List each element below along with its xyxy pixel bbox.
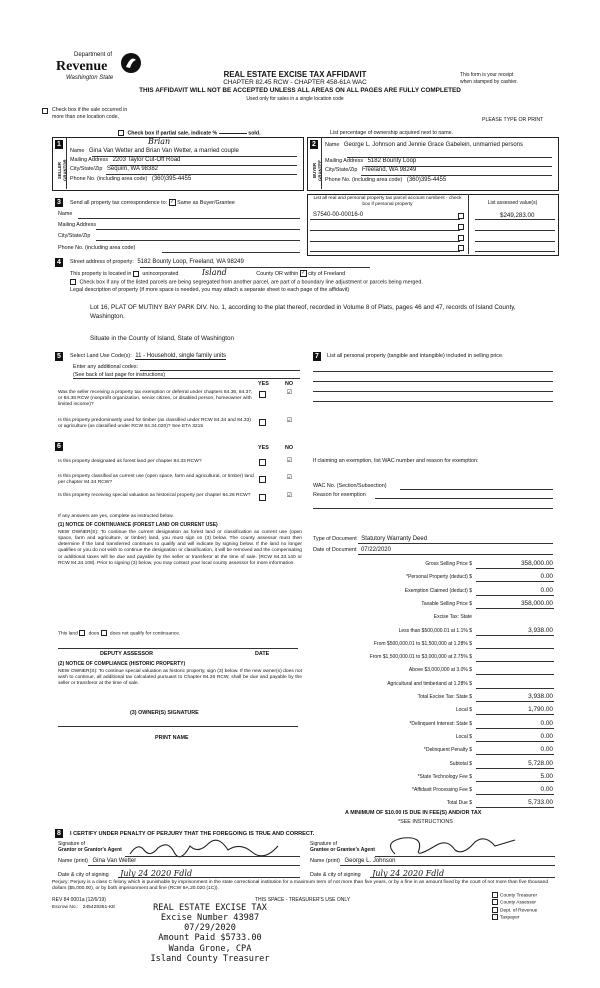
- grantor-print-label: Name (print): [58, 858, 88, 864]
- receipt-note-line2: when stamped by cashier.: [460, 78, 518, 85]
- tax-row-underline: [476, 674, 554, 675]
- tax-row-label: Total Due $: [446, 800, 472, 807]
- tax-row-label: Above $3,000,000 at 3.0% $: [408, 667, 472, 674]
- tax-row-label: From $1,500,000.01 to $3,000,000 at 2.75% $: [369, 654, 472, 661]
- does-not-label: does not qualify for continuance.: [109, 631, 181, 637]
- county-handwritten[interactable]: Island: [201, 268, 227, 277]
- tax-row-label: Gross Selling Price $: [425, 561, 472, 567]
- corr-address-label: Mailing Address: [58, 222, 97, 228]
- multi-location-line1: Check box if the sale occurred in: [52, 107, 128, 113]
- seller-city-label: City/State/Zip: [70, 166, 103, 172]
- seller-name-row: [70, 148, 300, 156]
- tax-row-label: From $500,000.01 to $1,500,000 at 1.28% $: [373, 640, 472, 647]
- receipt-note: [460, 72, 550, 85]
- section5-no-header: NO: [285, 381, 294, 387]
- tax-row-value[interactable]: 5.00: [540, 772, 553, 780]
- grantor-print-value[interactable]: Gina Van Wetter: [92, 858, 137, 864]
- additional-codes-label: Enter any additional codes:: [73, 364, 139, 370]
- minimum-note: A MINIMUM OF $10.00 IS DUE IN FEE(S) AND/OR TAX: [345, 810, 482, 816]
- legal-note: Legal description of property (if more space is needed, you may attach a separate sheet to each page of the affidavit): [70, 287, 350, 293]
- escrow-row: [52, 905, 115, 911]
- seller-phone-value[interactable]: (360)395-4455: [151, 176, 192, 182]
- corr-name-label: Name: [58, 211, 73, 217]
- assessor-date-label: DATE: [255, 651, 270, 657]
- tax-row-underline: [476, 728, 554, 729]
- seller-phone-row: [70, 176, 300, 184]
- located-in-label: This property is located in: [70, 271, 132, 277]
- tax-row-label: *Personal Property (deduct) $: [406, 574, 472, 581]
- tax-row-underline: [476, 595, 554, 596]
- seller-city-value[interactable]: Sequim, WA 98382: [106, 166, 158, 172]
- section6-q1-yes-checkbox[interactable]: [259, 459, 266, 466]
- unincorporated-checkbox[interactable]: [133, 271, 139, 277]
- section6-q3-yes-checkbox[interactable]: [259, 494, 266, 501]
- washington-state-label: Washington State: [66, 75, 114, 81]
- buyer-name-row: [325, 142, 555, 150]
- tax-row-value[interactable]: 0.00: [540, 719, 553, 727]
- tax-row-value[interactable]: 358,000.00: [521, 599, 553, 607]
- tax-row-underline: [476, 807, 554, 808]
- copy-item: [492, 892, 537, 899]
- copy-label-taxpayer: Taxpayer: [500, 915, 520, 921]
- tax-row-label: Excise Tax: State: [433, 614, 472, 621]
- buyer-name-label: Name: [325, 142, 340, 148]
- section6-q2-no-checkbox[interactable]: ☑: [286, 475, 293, 481]
- tax-row-label: Taxable Selling Price $: [421, 600, 472, 607]
- escrow-label: Escrow No.:: [52, 905, 79, 910]
- section6-q2-yes-checkbox[interactable]: [259, 476, 266, 483]
- land-use-value[interactable]: 11 - Household, single family units: [135, 353, 227, 359]
- stamp-line-5: Wanda Grone, CPA: [168, 943, 252, 954]
- tax-row-underline: [476, 608, 554, 609]
- section5-q1-no-checkbox[interactable]: ☑: [286, 390, 293, 396]
- tax-row-value[interactable]: 0.00: [540, 786, 553, 794]
- sold-label: sold.: [248, 130, 261, 137]
- form-title: REAL ESTATE EXCISE TAX AFFIDAVIT: [223, 70, 367, 79]
- tax-row-value[interactable]: 3,938.00: [528, 626, 553, 634]
- wac-label: WAC No. (Section/Subsection): [313, 483, 387, 489]
- tax-row-value[interactable]: 5,728.00: [528, 759, 553, 767]
- partial-sale-label: Check box if partial sale, indicate %: [127, 130, 218, 137]
- print-name-label: PRINT NAME: [155, 735, 189, 741]
- tax-row-value[interactable]: 358,000.00: [521, 560, 553, 567]
- stamp-line-4: Amount Paid $5733.00: [158, 933, 262, 944]
- land-use-row: [70, 353, 300, 361]
- tax-row-underline: [476, 648, 554, 649]
- multi-location-line2: more than one location code.: [52, 114, 119, 121]
- type-or-print-note: PLEASE TYPE OR PRINT: [482, 117, 544, 123]
- tax-row-underline: [476, 581, 554, 582]
- section5-q2-no-checkbox[interactable]: ☑: [286, 418, 293, 424]
- grantor-date-value[interactable]: July 24 2020 Fdld: [120, 869, 193, 878]
- grantee-sig-label-line1: Signature of: [310, 841, 337, 847]
- seller-address-label: Mailing Address: [70, 157, 109, 163]
- street-address-label: Street address of property:: [70, 259, 134, 265]
- copy-checkbox-taxpayer[interactable]: [492, 914, 498, 920]
- grantor-sig-label-line1: Signature of: [58, 841, 85, 847]
- stamp-line-3: 07/29/2020: [184, 923, 236, 934]
- tax-row-label: *Affidavit Processing Fee $: [412, 787, 472, 794]
- copy-checkbox-dor[interactable]: [492, 907, 498, 913]
- grantee-date-label: Date & city of signing: [310, 872, 361, 878]
- section5-q1-yes-checkbox[interactable]: [259, 391, 266, 398]
- revenue-wordmark: Revenue: [56, 59, 108, 74]
- copy-checkbox-treasurer[interactable]: [492, 892, 498, 898]
- personal-property-checkbox-1[interactable]: [458, 213, 464, 219]
- segregated-note: Check box if any of the listed parcels are being segregated from another parcel, are part of a boundary line adjustment or parcels being merged.: [79, 279, 423, 286]
- doc-date-value[interactable]: 07/22/2020: [360, 547, 391, 553]
- partial-sale-row: [118, 130, 261, 137]
- legal-description: Lot 16, PLAT OF MUTINY BAY PARK DIV. No. 1, according to the plat thereof, recorded in Volume 8 of Plats, pages 46 and 47, records of Island County, Washington.: [90, 304, 516, 320]
- buyer-name-value[interactable]: George L. Johnson and Jennie Grace Gabelein, unmarried persons: [343, 142, 523, 148]
- see-back-note: (See back of last page for instructions): [73, 372, 165, 378]
- section6-q1-no-checkbox[interactable]: ☑: [286, 458, 293, 464]
- reason-label: Reason for exemption: [313, 492, 366, 498]
- tax-row-label: Total Excise Tax: State $: [417, 694, 472, 700]
- corr-phone-label: Phone No. (including area code): [58, 245, 136, 251]
- copy-label-assessor: County Assessor: [500, 900, 536, 906]
- tax-row-value[interactable]: 0.00: [540, 732, 553, 740]
- escrow-value: 245428351-KE: [82, 905, 116, 910]
- tax-row-value[interactable]: 5,733.00: [528, 799, 553, 807]
- correspondence-label: Send all property tax correspondence to:: [70, 199, 168, 206]
- tax-row-value[interactable]: 1,790.00: [528, 706, 553, 714]
- handwritten-correction: Brian: [148, 137, 171, 146]
- grantor-sig-label: [58, 841, 122, 854]
- see-instructions: *SEE INSTRUCTIONS: [398, 819, 453, 825]
- doc-type-label: Type of Document: [313, 536, 357, 542]
- location-row: [70, 268, 510, 278]
- grantee-print-value[interactable]: George L. Johnson: [344, 858, 396, 864]
- personal-property-label: List all personal property (tangible and intangible) included in selling price.: [327, 353, 504, 359]
- tax-row-label: Agricultural and timberland at 1.28% $: [387, 680, 472, 687]
- grantee-print-label: Name (print): [310, 858, 340, 864]
- tax-row-label: Local $: [455, 733, 472, 740]
- segregated-checkbox[interactable]: [70, 279, 76, 285]
- owner-signature-label: (3) OWNER(S) SIGNATURE: [130, 710, 199, 716]
- seller-side-label: SELLER GRANTOR: [57, 159, 68, 182]
- seller-name-value[interactable]: Gina Van Wetter and Brian Van Wetter, a married couple: [88, 148, 239, 154]
- section7-number: 7: [313, 352, 321, 361]
- notice1-text: NEW OWNER(S): To continue the current designation as forest land or classification as current use (open space, farm and agriculture, or timber) land, you must sign on (3) below. The county assessor must then determine if the land transferred continues to qualify and will indicate by signing below. If the land no longer qualifies or you do not wish to continue the designation or classification, it will be removed and the compensating or additional taxes will be due and payable by the seller or transferor at the time of sale. (RCW 84.33.140 or RCW 84.34.108). Prior to signing (3) below, you may contact your local county assessor for more information.: [58, 530, 302, 566]
- section8-number: 8: [55, 829, 63, 838]
- section6-q3: Is this property receiving special valuation as historical property per chapter 84.26 RCW?: [58, 493, 251, 498]
- partial-sale-checkbox[interactable]: [118, 130, 124, 136]
- tax-row-label: Local $: [455, 707, 472, 714]
- copy-item: [492, 914, 537, 921]
- grantee-sig-label-line2: Grantee or Grantee's Agent: [310, 847, 375, 854]
- form-subtitle: CHAPTER 82.45 RCW - CHAPTER 458-61A WAC: [223, 79, 367, 86]
- rev-number: REV 84 0001a (12/6/19): [52, 897, 106, 903]
- doc-type-value[interactable]: Statutory Warranty Deed: [361, 536, 428, 542]
- treasurer-space-label: THIS SPACE - TREASURER'S USE ONLY: [255, 897, 351, 903]
- corr-city-label: City/State/Zip: [58, 233, 91, 239]
- certify-statement: I CERTIFY UNDER PENALTY OF PERJURY THAT THE FOREGOING IS TRUE AND CORRECT.: [70, 831, 315, 837]
- parcel-number-value[interactable]: S7540-00-00016-0: [313, 212, 364, 218]
- if-yes-note: If any answers are yes, complete as instructed below.: [58, 514, 174, 519]
- copy-label-treasurer: County Treasurer: [500, 893, 538, 899]
- tax-row-underline: [476, 635, 554, 636]
- personal-property-checkbox-2[interactable]: [458, 224, 464, 230]
- tax-row-underline: [476, 661, 554, 662]
- land-qualify-row: [58, 630, 180, 637]
- tax-row-label: *Delinquent Penalty $: [423, 747, 472, 754]
- street-address-value[interactable]: 5182 Bounty Loop, Freeland, WA 98249: [137, 259, 244, 265]
- doc-date-label: Date of Document: [313, 547, 357, 553]
- tax-row-value[interactable]: 0.00: [540, 573, 553, 581]
- notice2-title: (2) NOTICE OF COMPLIANCE (HISTORIC PROPERTY): [58, 661, 186, 667]
- land-use-label: Select Land Use Code(s):: [70, 353, 132, 359]
- tax-row-label: Exemption Claimed (deduct) $: [404, 587, 472, 594]
- unincorporated-label: unincorporated: [142, 271, 179, 277]
- tax-row-value[interactable]: 3,938.00: [528, 693, 553, 700]
- tax-row-value[interactable]: 0.00: [540, 586, 553, 594]
- buyer-address-row: [325, 158, 555, 166]
- stamp-line-6: Island County Treasurer: [150, 953, 270, 964]
- tax-row-label: *Delinquent Interest: State $: [409, 720, 472, 727]
- receipt-note-line1: This form is your receipt: [460, 72, 514, 78]
- same-as-buyer-checkbox[interactable]: ✓: [169, 199, 175, 205]
- ownership-header: List percentage of ownership acquired next to name.: [330, 130, 454, 136]
- buyer-phone-value[interactable]: (360)395-4455: [406, 177, 447, 183]
- city-of-label: city of Freeland: [308, 271, 346, 277]
- copy-item: [492, 907, 537, 914]
- seller-city-row: [70, 166, 300, 174]
- personal-property-checkbox-4[interactable]: [458, 245, 464, 251]
- does-not-qualify-checkbox[interactable]: [101, 630, 107, 636]
- grantor-date-label: Date & city of signing: [58, 872, 109, 878]
- stamp-line-1: REAL ESTATE EXCISE TAX: [153, 903, 267, 913]
- notice1-title: (1) NOTICE OF CONTINUANCE (FOREST LAND OR CURRENT USE): [58, 522, 218, 528]
- grantee-date-value[interactable]: July 24 2020 Fdld: [372, 869, 445, 878]
- land-qualify-label: This land: [58, 631, 78, 637]
- section5-q1: Was the seller receiving a property tax exemption or deferral under chapters 84.36, 84.37, or 84.38 RCW (nonprofit organization, senior citizen, or disabled person, homeowner with limited income)?: [58, 390, 253, 408]
- seller-address-value[interactable]: 2203 Taylor Cut-Off Road: [112, 157, 181, 163]
- tax-row-underline: [476, 781, 554, 782]
- tax-row-value[interactable]: 0.00: [540, 746, 553, 754]
- exemption-claim-label: If claiming an exemption, list WAC number and reason for exemption:: [313, 458, 479, 464]
- personal-property-checkbox-3[interactable]: [458, 235, 464, 241]
- section6-q3-no-checkbox[interactable]: ☑: [286, 493, 293, 499]
- same-as-buyer-label: Same as Buyer/Grantee: [177, 199, 235, 206]
- deputy-assessor-label: DEPUTY ASSESSOR: [100, 651, 154, 657]
- copy-checkbox-assessor[interactable]: [492, 899, 498, 905]
- segregated-row: [70, 279, 550, 286]
- section6-no-header: NO: [285, 445, 294, 451]
- copy-distribution: [492, 892, 537, 922]
- tax-row-underline: [476, 794, 554, 795]
- section2-number: 2: [310, 140, 318, 149]
- seller-address-row: [70, 157, 300, 165]
- tax-row-underline: [476, 701, 554, 702]
- section6-q1: Is this property designated as forest land per chapter 84.33 RCW?: [58, 459, 202, 464]
- buyer-city-label: City/State/Zip: [325, 167, 358, 173]
- section6-q2: Is this property classified as current use (open space, farm and agricultural, or timber) land per chapter 84.34 RCW?: [58, 474, 254, 486]
- buyer-address-value[interactable]: 5182 Bounty Loop: [367, 158, 417, 164]
- buyer-phone-label: Phone No. (including area code): [325, 177, 403, 183]
- does-label: does: [88, 631, 100, 637]
- partial-sale-percent-blank[interactable]: [219, 133, 247, 134]
- grantee-sig-label: [310, 841, 375, 854]
- multi-location-checkbox-row[interactable]: [42, 107, 202, 122]
- buyer-phone-row: [325, 177, 555, 185]
- section6-yes-header: YES: [258, 445, 269, 451]
- section4-number: 4: [55, 258, 63, 267]
- dept-of-label: Department of: [74, 52, 113, 58]
- tax-row-underline: [476, 754, 554, 755]
- tax-row-label: Less than $500,000.01 at 1.1% $: [398, 627, 472, 634]
- treasurer-stamp: [135, 903, 285, 964]
- section3-number: 3: [55, 198, 63, 207]
- does-qualify-checkbox[interactable]: [79, 630, 85, 636]
- tax-row-underline: [476, 741, 554, 742]
- tax-row-underline: [476, 714, 554, 715]
- buyer-side-label: BUYER GRANTEE: [312, 160, 323, 182]
- seller-name-label: Name: [70, 148, 85, 154]
- completion-warning: THIS AFFIDAVIT WILL NOT BE ACCEPTED UNLESS ALL AREAS ON ALL PAGES ARE FULLY COMPLETED: [139, 87, 461, 94]
- section5-yes-header: YES: [258, 381, 269, 387]
- correspondence-row: [70, 199, 310, 207]
- grantor-sig-label-line2: Grantor or Grantor's Agent: [58, 847, 122, 854]
- tax-row-underline: [476, 568, 554, 569]
- stamp-line-2: Excise Number 43987: [160, 913, 260, 924]
- multi-location-checkbox[interactable]: [42, 108, 48, 114]
- buyer-city-row: [325, 167, 555, 175]
- section1-number: 1: [55, 140, 63, 149]
- seller-phone-label: Phone No. (including area code): [70, 176, 148, 182]
- parcel-header: List all real and personal property tax parcel account numbers - check box if personal property: [313, 196, 462, 207]
- street-address-row: [70, 259, 370, 267]
- situate-text: Situate in the County of Island, State of Washington: [90, 335, 234, 342]
- perjury-text: Perjury: Perjury is a class C felony which is punishable by imprisonment in the state correctional institution for a maximum term of not more than five years, or by a fine in an amount fixed by the court of not more than five thousand dollars ($5,000.00), or by both imprisonment and fine (RCW 9A.20.020 (1C)).: [52, 880, 549, 892]
- dor-logo-icon: [120, 52, 142, 74]
- buyer-address-label: Mailing Address: [325, 158, 364, 164]
- section6-number: 6: [55, 442, 63, 451]
- tax-row-underline: [476, 688, 554, 689]
- tax-row-underline: [476, 768, 554, 769]
- city-checkbox[interactable]: ✓: [301, 270, 306, 277]
- copy-item: [492, 899, 537, 906]
- buyer-city-value[interactable]: Freeland, WA 98249: [361, 167, 417, 173]
- copy-label-dor: Dept. of Revenue: [500, 908, 538, 914]
- single-location-note: Used only for sales in a single location code: [246, 96, 344, 102]
- county-or-within-label: County OR within: [256, 271, 299, 277]
- section5-q2-yes-checkbox[interactable]: [259, 419, 266, 426]
- tax-row-label: *State Technology Fee $: [417, 773, 472, 780]
- section5-q2: Is this property predominantly used for timber (as classified under RCW 84.34 and 84.33) or agriculture (as classified under RCW 84.34.020)? See ETA 3215: [58, 418, 252, 430]
- assessed-header: List assessed value(s): [487, 200, 538, 206]
- section5-number: 5: [55, 352, 63, 361]
- notice2-text: NEW OWNER(S): To continue special valuation as historic property, sign (3) below. If the new owner(s) does not wish to continue, all additional tax calculated pursuant to Chapter 84.26 RCW, shall be due and payable by the seller or transferor at the time of sale.: [58, 669, 302, 687]
- assessed-value[interactable]: $249,283.00: [500, 212, 535, 219]
- tax-row-label: Subtotal $: [449, 760, 472, 767]
